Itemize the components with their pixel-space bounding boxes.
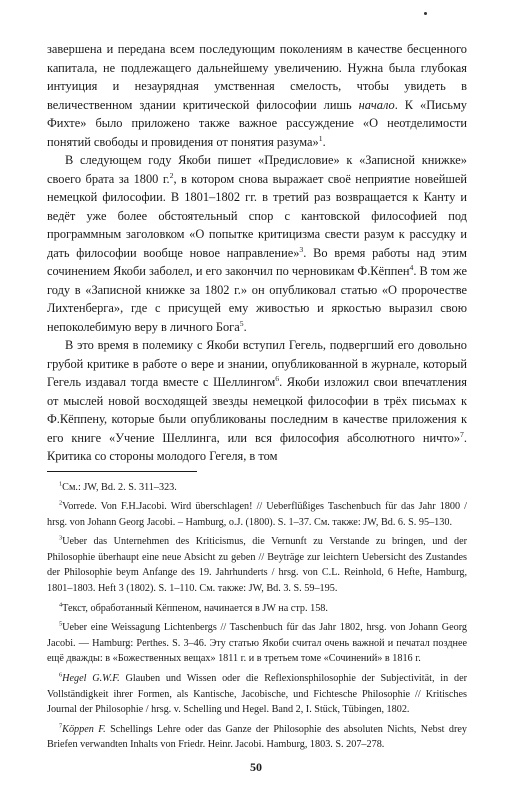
body-text (47, 40, 467, 466)
footnote-ref: 6 (59, 671, 63, 679)
footnote-text: Schellings Lehre oder das Ganze der Philosophie des absoluten Nichts, Nebst drey Briefen verwandten Inhalts von Friedr. Heinr. Jacobi. Hamburg, 1803. S. 207–278. (47, 723, 468, 751)
footnotes (47, 480, 467, 754)
paragraph-text: В это время в полемику с Якоби вступил Гегель, подвергший его довольно грубой критике в работе о вере и знании, опубликованной в журнале, который Гегель издавал тогда вместе с Шеллингом (47, 338, 467, 389)
paragraph (47, 40, 467, 151)
paragraph-text: . Якоби изложил свои впечатления от мыслей новой восходящей звезды немецкой философии в трёх письмах к Ф.Кёппену, которые были опубликованы последним в качестве приложения к его книге «Учение Шеллинга, или вся философия абсолютного ничто» (47, 375, 467, 445)
footnote-text: Vorrede. Von F.H.Jacobi. Wird überschlagen! // Ueberflüßiges Taschenbuch für das Jahr 1800 / hrsg. von Johann Georg Jacobi. – Hamburg, o.J. (1800). S. 1–37. См. также: JW, Bd. 6. S. 95–130. (47, 501, 467, 528)
paragraph-text: завершена и передана всем последующим поколениям в качестве бесценного капитала, не подлежащего дальнейшему увеличению. Нужна была глубокая интуиция и незаурядная умственная смелость, чтобы увидеть в величественном здании критической философии лишь (47, 42, 467, 112)
paragraph-ref: 3 (299, 244, 304, 254)
paragraph-text: . В том же году в «Записной книжке за 1802 г.» он опубликовал статью «О пророчестве Лихтенберга», где с присущей ему живостью и яркостью выразил свою непоколебимую веру в личного Бога (47, 264, 467, 334)
page-speck (424, 12, 427, 15)
paragraph-text: . (322, 134, 326, 149)
paragraph-text: . (243, 319, 247, 334)
paragraph-text: . Критика со стороны молодого Гегеля, в том (47, 430, 467, 463)
paragraph-text: начало (358, 97, 395, 112)
footnote (47, 722, 467, 753)
paragraph (47, 336, 467, 466)
paragraph-text: , в котором снова выражает своё неприятие новейшей немецкой философии. В 1801–1802 гг. в третий раз возвращается к Канту и ведёт уже более обстоятельный спор с кантовской философией под программным заголовком «О попытке критицизма свести разум к рассудку и дать философии вообще новое направление» (47, 171, 468, 260)
paragraph-ref: 6 (275, 373, 280, 383)
footnote (47, 499, 467, 530)
paragraph (47, 151, 467, 336)
footnote-ref: 4 (59, 601, 63, 609)
paragraph-ref: 5 (239, 318, 244, 328)
footnote-text: Köppen F. (62, 723, 106, 735)
paragraph-ref: 2 (169, 170, 174, 180)
paragraph-ref: 7 (460, 429, 464, 439)
footnote-text: Текст, обработанный Кёппеном, начинается в JW на стр. 158. (62, 602, 328, 614)
footnote-text: Ueber das Unternehmen des Kriticismus, die Vernunft zu Verstande zu bringen, und der Philosophie überhaupt eine neue Absicht zu geben // Beyträge zur leichtern Uebersicht des Zustandes der Philosophie beym Anfange des 19. Jahrhunderts / hrsg. von C.L. Reinhold, 6 Hefte, Hamburg, 1801–1803. Heft 3 (1802). S. 1–110. См. также: JW, Bd. 3. S. 59–195. (47, 536, 467, 595)
paragraph-text: . Во время работы над этим сочинением Якоби заболел, и его закончил по черновикам Ф.Кёппен (47, 245, 467, 278)
footnote-text: См.: JW, Bd. 2. S. 311–323. (62, 481, 177, 493)
paragraph-ref: 4 (409, 262, 414, 272)
footnote (47, 620, 467, 667)
page-content (47, 40, 467, 757)
footnote-text: Glauben und Wissen oder die Reflexionsphilosophie der Subjectivität, in der Vollständigkeit ihrer Formen, als Kantische, Jacobische, und Fichtesche Philosophie // Kritisches Journal der Philosophie / hrsg. v. Schelling und Hegel. Band 2, I. Stück, Tübingen, 1802. (47, 673, 468, 716)
footnote (47, 601, 467, 617)
page-number: 50 (250, 760, 262, 774)
paragraph-text: . К «Письму Фихте» было приложено также важное рассуждение «О неотделимости понятий свободы и провидения от понятия разума» (47, 97, 467, 149)
footnote-text: Ueber eine Weissagung Lichtenbergs // Taschenbuch für das Jahr 1802, hrsg. von Johann Georg Jacobi. — Hamburg: Perthes. S. 3–46. Эту статью Якоби считал очень важной и печатал позднее ещё дважды: в «Божественных вещах» 1811 г. и в третьем томе «Сочинений» в 1816 г. (47, 622, 467, 665)
footnote-ref: 5 (59, 620, 63, 628)
footnote-ref: 2 (59, 499, 63, 507)
footnote-ref: 7 (59, 722, 63, 730)
footnote-separator (47, 471, 197, 472)
footnote-ref: 1 (59, 480, 63, 488)
paragraph-text: В следующем году Якоби пишет «Предисловие» к «Записной книжке» своего брата за 1800 г. (47, 153, 467, 186)
footnote (47, 534, 467, 596)
footnote-ref: 3 (59, 534, 63, 542)
footnote (47, 671, 467, 718)
footnote-text: Hegel G.W.F. (62, 673, 120, 685)
footnote (47, 480, 467, 496)
paragraph-ref: 1 (318, 133, 323, 143)
